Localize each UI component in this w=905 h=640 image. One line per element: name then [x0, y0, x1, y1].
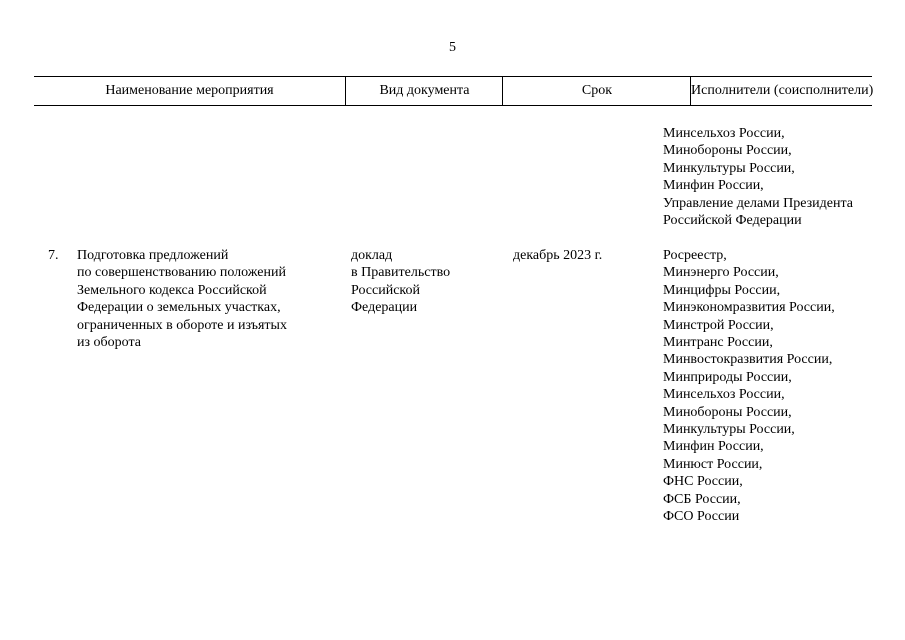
activity-name-line: Подготовка предложений: [77, 248, 229, 263]
executor-line: ФСБ России,: [663, 491, 741, 507]
activity-name-line: Федерации о земельных участках,: [77, 300, 281, 316]
executor-line: Минюст России,: [663, 456, 763, 472]
executor-line: Минобороны России,: [663, 404, 792, 420]
executor-line: Минвостокразвития России,: [663, 352, 833, 368]
table-header: [34, 76, 872, 106]
doc-type-line: в Правительство: [351, 265, 451, 281]
executor-line: Минкультуры России,: [663, 160, 795, 176]
executor-line: Минобороны России,: [663, 143, 792, 159]
executor-line: Минфин России,: [663, 439, 764, 455]
executor-line: Минфин России,: [663, 178, 764, 194]
executor-line: Минприроды России,: [663, 369, 792, 385]
executor-line: Минцифры России,: [663, 282, 781, 298]
executor-line: Минэкономразвития России,: [663, 300, 835, 316]
activity-name-line: из оборота: [77, 335, 141, 351]
row-number: 7.: [48, 248, 59, 263]
header-term: Срок: [502, 77, 691, 105]
activity-name-line: по совершенствованию положений: [77, 265, 286, 281]
doc-type-line: Федерации: [351, 300, 418, 316]
activity-name-line: ограниченных в обороте и изъятых: [77, 317, 287, 333]
executor-line: ФСО России: [663, 509, 740, 525]
row-executors: [663, 247, 835, 526]
page-number: 5: [449, 40, 456, 55]
executor-line: Росреестр,: [663, 248, 727, 263]
executor-line: Минсельхоз России,: [663, 387, 785, 403]
executor-line: Минтранс России,: [663, 335, 773, 351]
doc-type-line: Российской: [351, 282, 420, 298]
row-term: декабрь 2023 г.: [513, 248, 603, 263]
executor-line: ФНС России,: [663, 474, 743, 490]
doc-type-line: доклад: [351, 248, 393, 263]
executor-line: Минстрой России,: [663, 317, 774, 333]
continued-executors: [663, 125, 853, 229]
executor-line: Минсельхоз России,: [663, 126, 785, 141]
row-activity-name: [77, 247, 287, 351]
activity-name-line: Земельного кодекса Российской: [77, 282, 267, 298]
executor-line: Управление делами Президента: [663, 195, 853, 211]
header-executors: Исполнители (соисполнители): [690, 77, 873, 105]
executor-line: Минэнерго России,: [663, 265, 779, 281]
executor-line: Минкультуры России,: [663, 422, 795, 438]
header-name: Наименование мероприятия: [105, 83, 274, 98]
header-doc-type: Вид документа: [345, 77, 503, 105]
row-doc-type: [351, 247, 450, 317]
executor-line: Российской Федерации: [663, 213, 802, 229]
